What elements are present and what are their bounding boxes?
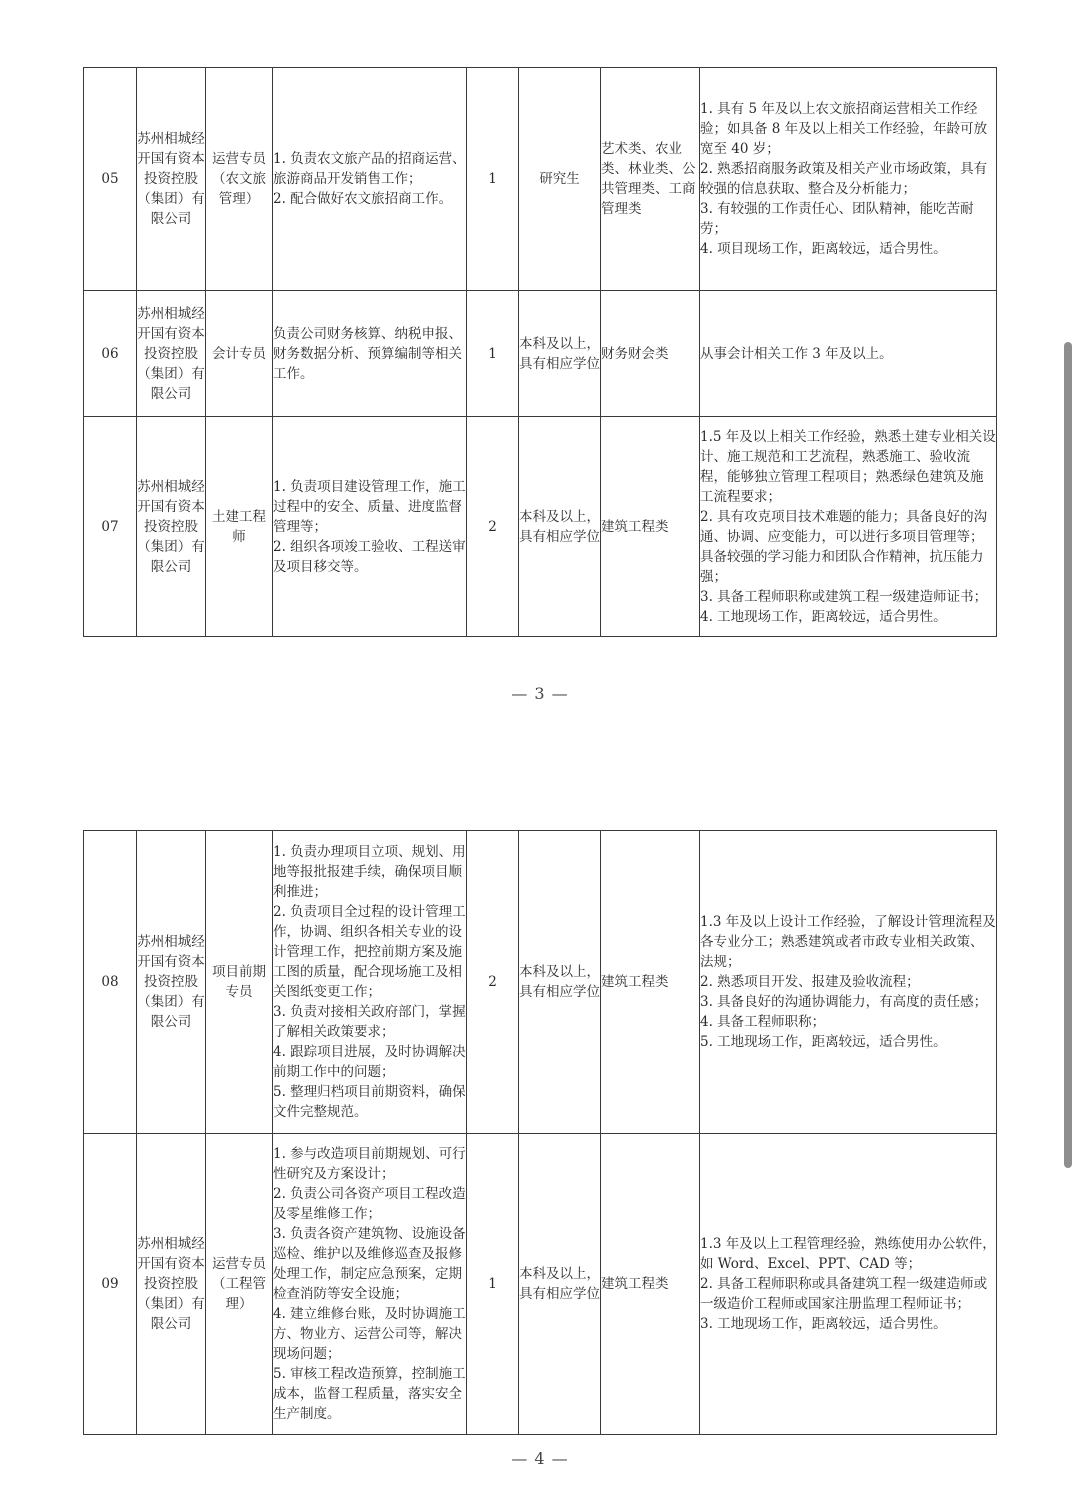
requirement-item: 4. 项目现场工作，距离较远，适合男性。 [700,241,947,257]
duty-item: 5. 审核工程改造预算，控制施工成本，监督工程质量，落实安全生产制度。 [273,1366,466,1422]
position-title: 会计专员 [206,291,273,417]
headcount: 1 [467,1134,519,1435]
other-requirements [700,68,997,291]
duty-item: 2. 负责项目全过程的设计管理工作，协调、组织各相关专业的设计管理工作，把控前期方案及施工图的质量，配合现场施工及相关图纸变更工作； [273,904,466,1000]
headcount: 1 [467,68,519,291]
row-number: 06 [84,291,137,417]
duty-item: 1. 负责办理项目立项、规划、用地等报批报建手续，确保项目顺利推进； [273,844,466,900]
position-title: 土建工程师 [206,417,273,637]
duty-item: 负责公司财务核算、纳税申报、财务数据分析、预算编制等相关工作。 [273,325,462,382]
table-row [84,68,997,291]
row-number: 08 [84,831,137,1134]
duty-item: 1. 负责项目建设管理工作，施工过程中的安全、质量、进度监督管理等； [273,478,466,535]
employer-name: 苏州相城经开国有资本投资控股（集团）有限公司 [137,1134,206,1435]
table-row [84,291,997,417]
requirement-item: 3. 有较强的工作责任心、团队精神，能吃苦耐劳； [700,201,974,237]
row-number: 07 [84,417,137,637]
requirement-item: 1.5 年及以上相关工作经验，熟悉土建专业相关设计、施工规范和工艺流程，熟悉施工、验收流程，能够独立管理工程项目；熟悉绿色建筑及施工流程要求； [700,428,996,505]
duty-item: 2. 组织各项竣工验收、工程送审及项目移交等。 [273,538,466,575]
duty-item: 4. 建立维修台账，及时协调施工方、物业方、运营公司等，解决现场问题； [273,1306,466,1362]
job-duties [273,417,467,637]
other-requirements [700,831,997,1134]
requirement-item: 3. 具备工程师职称或建筑工程一级建造师证书； [700,588,988,605]
position-title: 运营专员（农文旅管理） [206,68,273,291]
duty-item: 5. 整理归档项目前期资料，确保文件完整规范。 [273,1084,466,1120]
requirement-item: 1.3 年及以上设计工作经验，了解设计管理流程及各专业分工；熟悉建筑或者市政专业相关政策、法规； [700,914,996,970]
requirement-item: 1. 具有 5 年及以上农文旅招商运营相关工作经验；如具备 8 年及以上相关工作经验，年龄可放宽至 40 岁； [700,101,988,157]
employer-name: 苏州相城经开国有资本投资控股（集团）有限公司 [137,68,206,291]
other-requirements [700,417,997,637]
employer-name: 苏州相城经开国有资本投资控股（集团）有限公司 [137,417,206,637]
education-requirement: 本科及以上，具有相应学位 [519,1134,601,1435]
duty-item: 4. 跟踪项目进展，及时协调解决前期工作中的问题； [273,1044,466,1080]
headcount: 1 [467,291,519,417]
table-row [84,831,997,1134]
education-requirement: 本科及以上，具有相应学位 [519,417,601,637]
requirement-item: 2. 具有攻克项目技术难题的能力；具备良好的沟通、协调、应变能力，可以进行多项目管理等；具备较强的学习能力和团队合作精神，抗压能力强； [700,508,988,585]
requirement-item: 2. 具备工程师职称或具备建筑工程一级建造师或一级造价工程师或国家注册监理工程师证书； [700,1276,988,1312]
job-duties [273,1134,467,1435]
major-requirement: 建筑工程类 [601,831,700,1134]
other-requirements [700,291,997,417]
other-requirements [700,1134,997,1435]
major-requirement: 建筑工程类 [601,417,700,637]
requirement-item: 从事会计相关工作 3 年及以上。 [700,345,893,362]
table-row [84,417,997,637]
major-requirement: 艺术类、农业类、林业类、公共管理类、工商管理类 [601,68,700,291]
duty-item: 2. 负责公司各资产项目工程改造及零星维修工作； [273,1186,466,1222]
requirement-item: 2. 熟悉项目开发、报建及验收流程； [700,974,920,990]
page-number: — 3 — [511,684,569,703]
duty-item: 1. 参与改造项目前期规划、可行性研究及方案设计； [273,1146,466,1182]
education-requirement: 研究生 [519,68,601,291]
requirement-item: 1.3 年及以上工程管理经验，熟练使用办公软件，如 Word、Excel、PPT、CAD 等； [700,1236,996,1272]
requirement-item: 4. 具备工程师职称； [700,1014,826,1030]
row-number: 05 [84,68,137,291]
job-duties [273,831,467,1134]
requirement-item: 3. 工地现场工作，距离较远，适合男性。 [700,1316,947,1332]
duty-item: 3. 负责各资产建筑物、设施设备巡检、维护以及维修巡查及报修处理工作，制定应急预案，定期检查消防等安全设施； [273,1226,466,1302]
headcount: 2 [467,417,519,637]
duty-item: 1. 负责农文旅产品的招商运营、旅游商品开发销售工作； [273,151,466,187]
vertical-scrollbar[interactable] [1064,342,1072,1168]
education-requirement: 本科及以上，具有相应学位 [519,831,601,1134]
job-table-page-3 [83,67,997,637]
requirement-item: 3. 具备良好的沟通协调能力，有高度的责任感； [700,994,988,1010]
position-title: 项目前期专员 [206,831,273,1134]
major-requirement: 建筑工程类 [601,1134,700,1435]
page-number: — 4 — [511,1449,569,1468]
job-duties [273,291,467,417]
table-row [84,1134,997,1435]
requirement-item: 5. 工地现场工作，距离较远，适合男性。 [700,1034,947,1050]
requirement-item: 4. 工地现场工作，距离较远，适合男性。 [700,608,947,625]
employer-name: 苏州相城经开国有资本投资控股（集团）有限公司 [137,291,206,417]
employer-name: 苏州相城经开国有资本投资控股（集团）有限公司 [137,831,206,1134]
duty-item: 3. 负责对接相关政府部门，掌握了解相关政策要求； [273,1004,466,1040]
education-requirement: 本科及以上，具有相应学位 [519,291,601,417]
position-title: 运营专员（工程管理） [206,1134,273,1435]
major-requirement: 财务财会类 [601,291,700,417]
row-number: 09 [84,1134,137,1435]
requirement-item: 2. 熟悉招商服务政策及相关产业市场政策，具有较强的信息获取、整合及分析能力； [700,161,988,197]
job-duties [273,68,467,291]
job-table-page-4 [83,830,997,1435]
duty-item: 2. 配合做好农文旅招商工作。 [273,191,453,207]
headcount: 2 [467,831,519,1134]
